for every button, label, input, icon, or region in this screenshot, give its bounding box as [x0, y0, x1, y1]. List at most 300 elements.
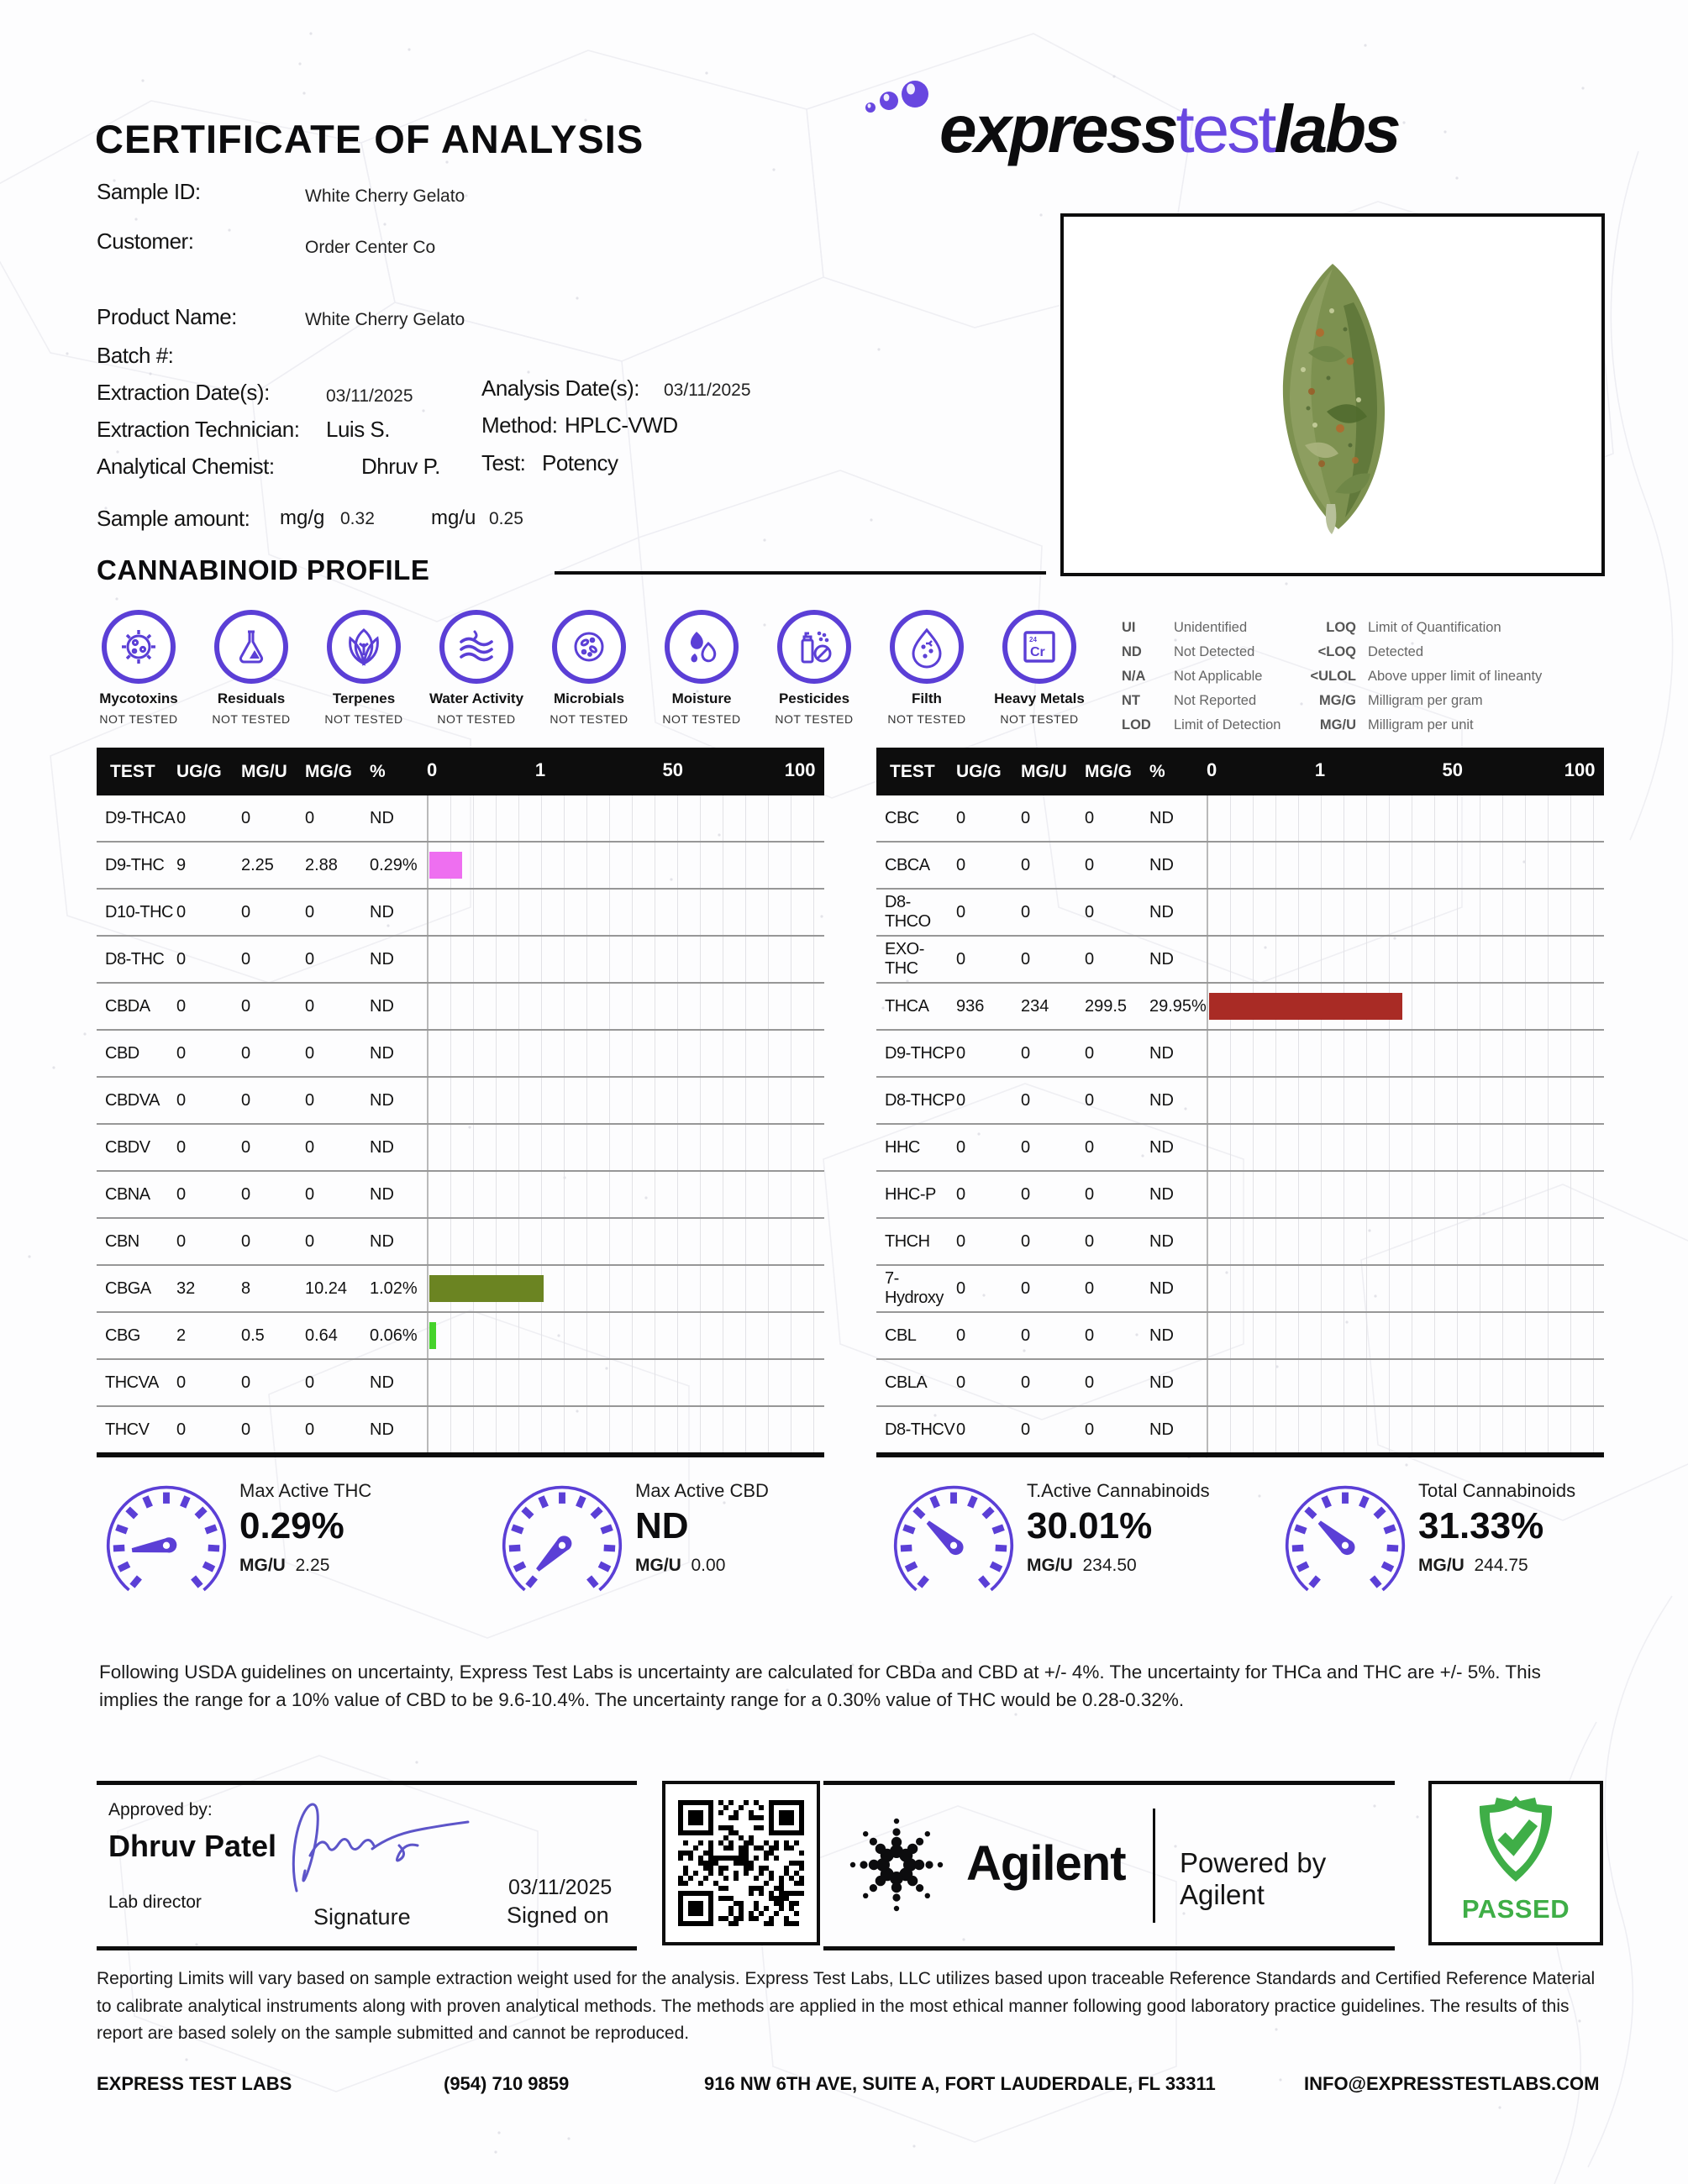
bar-track: [1207, 984, 1604, 1029]
logo-wordmark: [939, 92, 1399, 166]
table-header: [97, 748, 824, 795]
table-row: [97, 1172, 824, 1219]
screening-status: NOT TESTED: [1000, 712, 1079, 726]
cell-mgg: 0: [305, 949, 315, 969]
cell-mgg: 0.64: [305, 1326, 338, 1345]
bar-track: [427, 890, 824, 935]
cell-mgg: 0: [305, 1420, 315, 1439]
bar-track: [1207, 1125, 1604, 1170]
cell-mgg: 0: [1085, 1278, 1095, 1298]
extraction-tech-value: Luis S.: [326, 417, 390, 442]
gauge-title: T.Active Cannabinoids: [1027, 1480, 1210, 1501]
screening-name: Water Activity: [429, 690, 524, 706]
cell-pct: ND: [1149, 902, 1174, 921]
table-row: [97, 1125, 824, 1172]
col-mgg: MG/G: [1085, 761, 1132, 781]
cell-test: THCA: [885, 996, 929, 1016]
cell-ugg: 0: [956, 855, 966, 874]
gauge-1: [501, 1480, 769, 1613]
gauge-text: [239, 1480, 371, 1613]
approved-by-label: Approved by:: [108, 1800, 213, 1819]
svg-text:24: 24: [1029, 636, 1037, 643]
cell-pct: ND: [1149, 1326, 1174, 1345]
bar-track: [427, 795, 824, 841]
legend-row: [1122, 689, 1280, 713]
legend-row: [1294, 664, 1542, 689]
chemist-label: Analytical Chemist:: [97, 454, 275, 479]
bar-track: [427, 1266, 824, 1311]
cell-mgu: 0: [1021, 902, 1031, 921]
col-test: TEST: [110, 761, 155, 781]
cell-ugg: 0: [956, 1137, 966, 1157]
legend-code: MG/U: [1319, 717, 1356, 732]
bar-track: [427, 984, 824, 1029]
cell-mgg: 10.24: [305, 1278, 348, 1298]
cell-mgg: 0: [305, 1043, 315, 1063]
gauge-2: [892, 1480, 1210, 1613]
bar-track: [1207, 1360, 1604, 1405]
cell-test: CBDVA: [105, 1090, 160, 1110]
cell-pct: ND: [1149, 808, 1174, 827]
cell-ugg: 0: [956, 808, 966, 827]
cell-ugg: 0: [176, 1373, 187, 1392]
table-row: [876, 1266, 1604, 1313]
table-row: [97, 1078, 824, 1125]
legend-desc: Not Reported: [1174, 693, 1257, 708]
gauge-value: 31.33%: [1418, 1505, 1544, 1546]
cell-mgg: 299.5: [1085, 996, 1128, 1016]
cell-ugg: 0: [176, 1090, 187, 1110]
cell-test: CBCA: [885, 855, 930, 874]
bar-track: [427, 843, 824, 888]
cell-pct: ND: [1149, 949, 1174, 969]
cannabinoid-table-right: [876, 748, 1604, 1457]
table-row: [97, 843, 824, 890]
cell-pct: ND: [1149, 1137, 1174, 1157]
legend-right-column: [1294, 616, 1542, 738]
cell-mgu: 0: [1021, 1231, 1031, 1251]
legend-code: UI: [1122, 620, 1136, 635]
cell-ugg: 0: [176, 1043, 187, 1063]
test-value: Potency: [542, 450, 618, 475]
value-bar: [1209, 993, 1402, 1020]
extraction-tech-label: Extraction Technician:: [97, 417, 300, 442]
batch-label: Batch #:: [97, 343, 174, 368]
page-title: CERTIFICATE OF ANALYSIS: [95, 117, 644, 161]
cell-mgu: 0: [241, 949, 251, 969]
cell-ugg: 0: [956, 1184, 966, 1204]
legend-code: LOD: [1122, 717, 1151, 732]
cell-pct: ND: [370, 1043, 394, 1063]
sample-id-label: Sample ID:: [97, 179, 201, 204]
cell-test: D9-THC: [105, 855, 165, 874]
col-mgg: MG/G: [305, 761, 352, 781]
col-pct: %: [370, 761, 386, 781]
cell-mgg: 0: [305, 996, 315, 1016]
screening-status: NOT TESTED: [775, 712, 854, 726]
agilent-block: [823, 1781, 1395, 1950]
cell-mgg: 0: [1085, 902, 1095, 921]
value-bar: [429, 852, 462, 879]
legend-desc: Not Detected: [1174, 644, 1255, 659]
legend-desc: Above upper limit of lineanty: [1368, 669, 1543, 684]
analysis-dates-label: Analysis Date(s):: [481, 375, 639, 401]
table-rows: [876, 795, 1604, 1457]
moisture-drops-icon: [665, 610, 739, 684]
logo-word-test: test: [1175, 92, 1275, 166]
sample-id-value: White Cherry Gelato: [305, 186, 465, 206]
qr-code: [662, 1781, 820, 1945]
table-row: [97, 1360, 824, 1407]
value-bar: [429, 1322, 436, 1349]
cell-test: CBNA: [105, 1184, 150, 1204]
bar-scale: [1207, 748, 1599, 795]
signature-label: Signature: [313, 1904, 411, 1929]
cell-test: CBN: [105, 1231, 139, 1251]
screening-item-heavy-metals: [983, 610, 1096, 726]
cell-ugg: 0: [176, 1184, 187, 1204]
gauge-value: 30.01%: [1027, 1505, 1153, 1546]
signed-on-label: Signed on: [507, 1903, 609, 1928]
approver-role: Lab director: [108, 1893, 202, 1912]
bar-track: [1207, 1078, 1604, 1123]
cell-pct: ND: [370, 996, 394, 1016]
cell-mgu: 0: [1021, 808, 1031, 827]
cell-mgg: 0: [1085, 855, 1095, 874]
bar-track: [427, 1078, 824, 1123]
qr-code-image: [678, 1800, 804, 1926]
bar-track: [427, 1313, 824, 1358]
table-row: [876, 890, 1604, 937]
cell-mgg: 0: [1085, 1184, 1095, 1204]
footer-company: EXPRESS TEST LABS: [97, 2073, 292, 2094]
scale-tick: 100: [784, 759, 816, 780]
table-rows: [97, 795, 824, 1457]
bar-track: [1207, 843, 1604, 888]
legend-desc: Milligram per unit: [1368, 717, 1474, 732]
col-ugg: UG/G: [176, 761, 222, 781]
cell-pct: ND: [1149, 1184, 1174, 1204]
table-row: [97, 1219, 824, 1266]
legend-code: NT: [1122, 693, 1140, 708]
cell-pct: 1.02%: [370, 1278, 418, 1298]
cell-mgg: 0: [305, 1231, 315, 1251]
cell-pct: ND: [1149, 1420, 1174, 1439]
agilent-logo-icon: [833, 1802, 960, 1928]
cell-ugg: 2: [176, 1326, 187, 1345]
mg-u-label: mg/u: [431, 507, 476, 529]
scale-tick: 100: [1564, 759, 1596, 780]
cell-ugg: 0: [176, 949, 187, 969]
cell-mgu: 0: [241, 902, 251, 921]
screening-item-moisture: [645, 610, 758, 726]
scale-tick: 1: [1314, 759, 1326, 780]
customer-label: Customer:: [97, 228, 194, 254]
cannabinoid-profile-heading: CANNABINOID PROFILE: [97, 554, 430, 585]
cell-test: CBL: [885, 1326, 917, 1345]
cell-ugg: 0: [956, 1420, 966, 1439]
cell-ugg: 0: [956, 949, 966, 969]
cell-mgu: 0: [1021, 1043, 1031, 1063]
legend-row: [1294, 616, 1542, 640]
cell-test: THCH: [885, 1231, 930, 1251]
microbials-icon: [552, 610, 626, 684]
gauge-3: [1284, 1480, 1575, 1613]
cell-ugg: 0: [956, 1231, 966, 1251]
cell-pct: ND: [1149, 1090, 1174, 1110]
cell-mgg: 0: [305, 808, 315, 827]
approver-name: Dhruv Patel: [108, 1829, 277, 1863]
screening-item-terpenes: [308, 610, 420, 726]
screening-name: Filth: [912, 690, 942, 706]
cell-pct: ND: [1149, 1278, 1174, 1298]
bar-track: [1207, 1266, 1604, 1311]
table-row: [876, 1360, 1604, 1407]
legend-row: [1294, 640, 1542, 664]
legend-row: [1294, 689, 1542, 713]
cell-ugg: 0: [956, 1373, 966, 1392]
cell-pct: ND: [370, 1373, 394, 1392]
table-row: [876, 1125, 1604, 1172]
footer-email: INFO@EXPRESSTESTLABS.COM: [1304, 2073, 1600, 2094]
cell-mgu: 0: [241, 1420, 251, 1439]
legend-row: [1122, 640, 1280, 664]
scale-tick: 0: [1207, 759, 1217, 780]
cell-ugg: 0: [176, 1420, 187, 1439]
cell-mgu: 0: [1021, 1090, 1031, 1110]
cell-test: HHC-P: [885, 1184, 936, 1204]
gauge-icon: [501, 1480, 623, 1613]
signature-image: [273, 1790, 525, 1908]
col-ugg: UG/G: [956, 761, 1002, 781]
cell-mgu: 234: [1021, 996, 1049, 1016]
screening-status: NOT TESTED: [550, 712, 628, 726]
heading-rule: [555, 571, 1046, 575]
cell-mgu: 0: [1021, 1373, 1031, 1392]
cell-test: 7-Hydroxy: [885, 1269, 944, 1307]
screening-item-mycotoxins: [82, 610, 195, 726]
cell-pct: ND: [370, 808, 394, 827]
gauge-unit: MG/U 0.00: [635, 1556, 726, 1575]
footer-address: 916 NW 6TH AVE, SUITE A, FORT LAUDERDALE, FL 33311: [704, 2073, 1216, 2094]
table-row: [97, 795, 824, 843]
cell-pct: ND: [370, 1184, 394, 1204]
cell-mgg: 0: [1085, 1231, 1095, 1251]
gauge-text: [1418, 1480, 1575, 1613]
screening-status: NOT TESTED: [662, 712, 741, 726]
cell-mgg: 0: [305, 1090, 315, 1110]
cell-ugg: 0: [956, 1090, 966, 1110]
bar-track: [1207, 795, 1604, 841]
cell-mgg: 0: [1085, 1373, 1095, 1392]
bar-track: [1207, 937, 1604, 982]
screening-status: NOT TESTED: [324, 712, 403, 726]
table-row: [876, 1219, 1604, 1266]
table-row: [97, 1313, 824, 1360]
cell-mgg: 0: [1085, 1326, 1095, 1345]
legend-desc: Milligram per gram: [1368, 693, 1483, 708]
cell-mgu: 0: [241, 1373, 251, 1392]
legend-row: [1122, 713, 1280, 738]
sample-amount-label: Sample amount:: [97, 506, 250, 531]
heavy-metals-cr-icon: [1002, 610, 1076, 684]
bar-track: [1207, 890, 1604, 935]
bar-track: [427, 937, 824, 982]
cell-ugg: 9: [176, 855, 187, 874]
chemist-value: Dhruv P.: [361, 454, 440, 479]
cell-mgu: 0: [241, 1184, 251, 1204]
cell-pct: ND: [370, 1090, 394, 1110]
passed-shield-icon: [1470, 1791, 1562, 1890]
cell-ugg: 32: [176, 1278, 196, 1298]
screening-item-filth: [870, 610, 983, 726]
scale-tick: 1: [534, 759, 546, 780]
screening-name: Mycotoxins: [99, 690, 178, 706]
table-row: [97, 937, 824, 984]
cell-pct: ND: [370, 1420, 394, 1439]
gauge-unit: MG/U 244.75: [1418, 1556, 1528, 1575]
cell-mgg: 0: [305, 902, 315, 921]
gauge-text: [635, 1480, 769, 1613]
bar-track: [427, 1407, 824, 1452]
col-mgu: MG/U: [1021, 761, 1067, 781]
bar-track: [1207, 1031, 1604, 1076]
cell-ugg: 0: [956, 1043, 966, 1063]
cell-pct: ND: [1149, 855, 1174, 874]
cell-test: EXO-THC: [885, 940, 924, 978]
scale-tick: 50: [662, 759, 684, 780]
cell-test: CBLA: [885, 1373, 928, 1392]
express-test-labs-logo: [859, 71, 1399, 166]
bar-track: [427, 1219, 824, 1264]
mycotoxins-icon: [102, 610, 176, 684]
bar-track: [1207, 1172, 1604, 1217]
table-row: [876, 795, 1604, 843]
cell-test: D8-THC: [105, 949, 165, 969]
cell-mgg: 0: [1085, 1137, 1095, 1157]
col-mgu: MG/U: [241, 761, 287, 781]
bar-track: [427, 1125, 824, 1170]
screening-name: Pesticides: [778, 690, 850, 706]
passed-label: PASSED: [1461, 1894, 1570, 1924]
signed-date: 03/11/2025: [508, 1876, 613, 1899]
table-row: [876, 1078, 1604, 1125]
product-name-value: White Cherry Gelato: [305, 310, 465, 329]
screening-name: Terpenes: [332, 690, 396, 706]
product-name-label: Product Name:: [97, 304, 237, 329]
scale-tick: 0: [427, 759, 438, 780]
terpenes-leaf-icon: [327, 610, 401, 684]
cell-test: CBDV: [105, 1137, 150, 1157]
legend-code: N/A: [1122, 669, 1146, 684]
cell-test: THCVA: [105, 1373, 159, 1392]
cell-pct: ND: [370, 902, 394, 921]
legend-code: <LOQ: [1317, 644, 1356, 659]
cell-mgg: 0: [1085, 1090, 1095, 1110]
gauge-icon: [1284, 1480, 1407, 1613]
screening-name: Heavy Metals: [994, 690, 1085, 706]
cell-mgu: 0: [241, 1043, 251, 1063]
logo-word-labs: labs: [1274, 92, 1399, 166]
bar-track: [1207, 1313, 1604, 1358]
cell-ugg: 0: [956, 1278, 966, 1298]
screening-item-residuals: [195, 610, 308, 726]
cell-pct: ND: [1149, 1231, 1174, 1251]
gauge-icon: [892, 1480, 1015, 1613]
screening-row: [82, 610, 1096, 726]
bar-track: [1207, 1219, 1604, 1264]
legend-desc: Limit of Quantification: [1368, 620, 1501, 635]
footer-phone: (954) 710 9859: [444, 2073, 570, 2094]
legend-row: [1294, 713, 1542, 738]
cell-test: D9-THCA: [105, 808, 176, 827]
table-header: [876, 748, 1604, 795]
cell-mgu: 8: [241, 1278, 251, 1298]
mg-g-value: 0.32: [340, 509, 375, 528]
extraction-dates-value: 03/11/2025: [326, 386, 413, 406]
table-row: [97, 984, 824, 1031]
cell-mgu: 0: [1021, 1137, 1031, 1157]
cell-mgu: 0: [1021, 1184, 1031, 1204]
water-activity-icon: [439, 610, 513, 684]
legend-left-column: [1122, 616, 1280, 738]
cell-pct: 0.06%: [370, 1326, 418, 1345]
table-row: [97, 1031, 824, 1078]
cell-mgu: 0: [1021, 1278, 1031, 1298]
cell-ugg: 0: [176, 1137, 187, 1157]
cell-test: D8-THCO: [885, 893, 931, 931]
table-row: [876, 843, 1604, 890]
gauge-title: Total Cannabinoids: [1418, 1480, 1576, 1501]
screening-name: Residuals: [217, 690, 286, 706]
cell-mgu: 0: [241, 1090, 251, 1110]
gauge-icon: [105, 1480, 228, 1613]
method-value: HPLC-VWD: [565, 412, 678, 438]
cell-mgg: 0: [305, 1373, 315, 1392]
col-pct: %: [1149, 761, 1165, 781]
mg-u-value: 0.25: [489, 509, 523, 528]
screening-name: Moisture: [671, 690, 732, 706]
product-photo: [1060, 213, 1605, 576]
screening-item-pesticides: [758, 610, 870, 726]
table-row: [97, 1266, 824, 1313]
bar-scale: [427, 748, 819, 795]
cell-ugg: 0: [956, 902, 966, 921]
gauge-unit: MG/U 234.50: [1027, 1556, 1137, 1575]
gauge-title: Max Active THC: [239, 1480, 372, 1501]
cell-pct: ND: [370, 949, 394, 969]
cell-test: HHC: [885, 1137, 920, 1157]
residuals-flask-icon: [214, 610, 288, 684]
cell-test: D9-THCP: [885, 1043, 955, 1063]
gauge-title: Max Active CBD: [635, 1480, 769, 1501]
logo-word-express: express: [939, 92, 1176, 166]
legend-code: <ULOL: [1310, 669, 1356, 684]
legend-desc: Not Applicable: [1174, 669, 1263, 684]
legend-code: ND: [1122, 644, 1142, 659]
agilent-wordmark: Agilent: [966, 1836, 1126, 1891]
table-row: [876, 984, 1604, 1031]
cell-test: CBG: [105, 1326, 140, 1345]
cell-mgg: 0: [305, 1184, 315, 1204]
cell-mgu: 0: [241, 1231, 251, 1251]
cell-ugg: 936: [956, 996, 985, 1016]
method-label: Method:: [481, 412, 558, 438]
cannabinoid-table-left: [97, 748, 824, 1457]
bar-track: [427, 1031, 824, 1076]
cell-ugg: 0: [176, 1231, 187, 1251]
table-row: [876, 937, 1604, 984]
